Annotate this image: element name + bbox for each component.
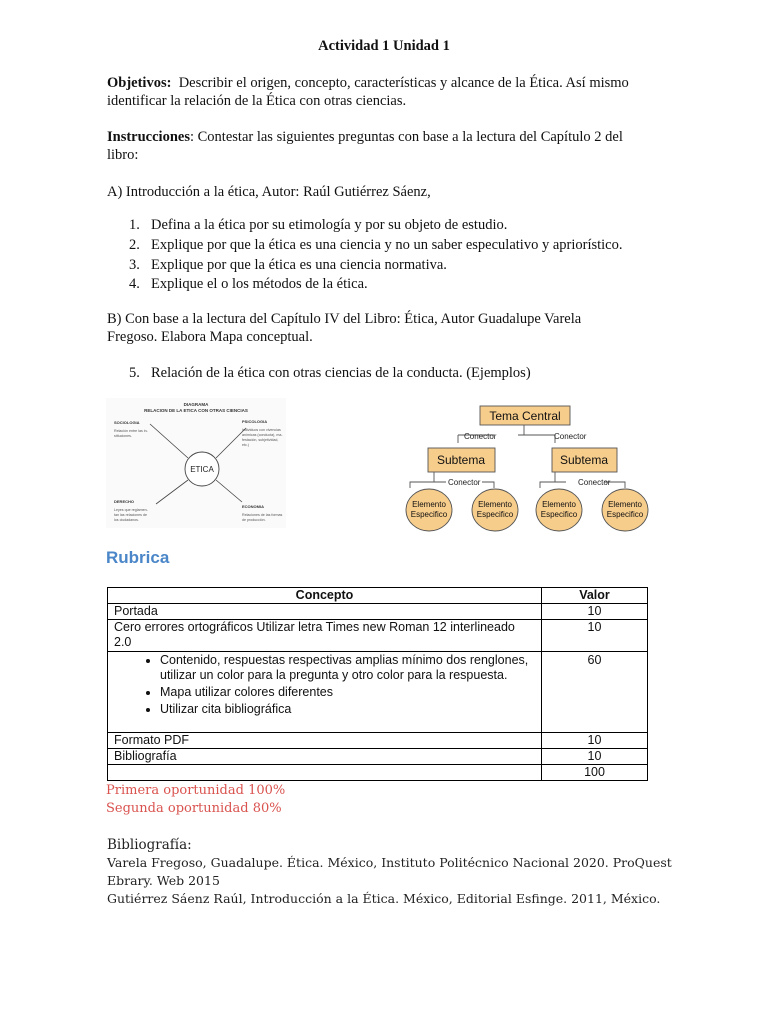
oportunidades (106, 782, 285, 818)
diagram-heading-1: DIAGRAMA (183, 402, 209, 407)
element-node-1 (406, 489, 452, 531)
rubric-table (107, 587, 648, 781)
question-text: Defina a la ética por su etimología y por su objeto de estudio. (151, 217, 508, 233)
rubrica-heading: Rubrica (106, 548, 170, 567)
oportunidad-1: Primera oportunidad 100% (106, 783, 286, 798)
bibliografia-label: Bibliografía: (107, 837, 192, 853)
row-concepto: Formato PDF (108, 733, 542, 749)
sociologia-title: SOCIOLOGIA (114, 420, 140, 425)
question-5 (129, 364, 531, 382)
psicologia-text-1: Individuos con vivencias (242, 428, 281, 432)
question-2 (129, 236, 622, 256)
table-row (108, 749, 648, 765)
row-concepto: Bibliografía (108, 749, 542, 765)
table-row (108, 733, 648, 749)
element-line2: Especifico (606, 510, 644, 519)
row-valor: 10 (542, 749, 648, 765)
objetivos-paragraph (107, 74, 629, 110)
psicologia-text-2: anímicas (conducta), ma- (242, 433, 283, 437)
connector-left-label: Conector (464, 432, 497, 441)
connector-right-label: Conector (554, 432, 587, 441)
row-bullets (108, 652, 542, 733)
row-concepto: Portada (108, 604, 542, 620)
sociologia-text-2: stituciones. (114, 434, 132, 438)
objetivos-line2: identificar la relación de la Ética con otras ciencias. (107, 93, 407, 109)
header-valor: Valor (542, 588, 648, 604)
question-4 (129, 275, 622, 293)
objetivos-label: Objetivos: (107, 75, 172, 91)
table-row-total (108, 765, 648, 781)
bib-ref-1-line2: Ebrary. Web 2015 (107, 873, 220, 888)
question-text: Relación de la ética con otras ciencias de la conducta. (Ejemplos) (151, 365, 531, 381)
psicologia-text-4: etc.) (242, 443, 249, 447)
economia-text-1: Relaciones de las formas (242, 513, 283, 517)
element-node-3 (536, 489, 582, 531)
connector-mid-left-label: Conector (448, 478, 481, 487)
row-valor: 10 (542, 620, 648, 652)
bib-ref-2: Gutiérrez Sáenz Raúl, Introducción a la Ética. México, Editorial Esfinge. 2011, México. (107, 891, 661, 906)
element-line1: Elemento (542, 500, 576, 509)
derecho-text-2: tan las relaciones de (114, 513, 147, 517)
subtopic-right-label: Subtema (559, 453, 609, 467)
question-number: 3. (129, 257, 140, 273)
row-concepto: Cero errores ortográficos Utilizar letra Times new Roman 12 interlineado 2.0 (108, 620, 542, 652)
row-valor-total: 100 (542, 765, 648, 781)
table-row (108, 652, 648, 733)
row-valor: 60 (542, 652, 648, 733)
objetivos-line1: Describir el origen, concepto, características y alcance de la Ética. Así mismo (178, 75, 629, 91)
question-text: Explique por que la ética es una ciencia normativa. (151, 257, 447, 273)
derecho-text-1: Leyes que reglamen- (114, 508, 148, 512)
row-valor: 10 (542, 733, 648, 749)
sociologia-text-1: Relación entre las in- (114, 429, 148, 433)
header-concepto: Concepto (108, 588, 542, 604)
section-b-heading (107, 310, 581, 346)
element-line1: Elemento (478, 500, 512, 509)
derecho-text-3: los ciudadanos. (114, 518, 139, 522)
bullet-item: • Contenido, respuestas respectivas amplias mínimo dos renglones, utilizar un color para la pregunta y otro color para la respuesta. (160, 653, 535, 683)
question-text: Explique el o los métodos de la ética. (151, 276, 368, 292)
psicologia-title: PSICOLOGIA (242, 419, 268, 424)
instrucciones-paragraph (107, 128, 623, 164)
element-line1: Elemento (608, 500, 642, 509)
diagram-heading-2: RELACION DE LA ETICA CON OTRAS CIENCIAS (144, 408, 248, 413)
connector-mid-right-label: Conector (578, 478, 611, 487)
element-line2: Especifico (410, 510, 448, 519)
bullet-list (114, 653, 535, 717)
element-line1: Elemento (412, 500, 446, 509)
question-number: 4. (129, 276, 140, 292)
row-concepto (108, 765, 542, 781)
question-3 (129, 256, 622, 275)
element-line2: Especifico (540, 510, 578, 519)
bib-ref-1-line1: Varela Fregoso, Guadalupe. Ética. México, Instituto Politécnico Nacional 2020. ProQuest (107, 855, 672, 870)
page-title: Actividad 1 Unidad 1 (318, 38, 450, 54)
question-number: 5. (129, 365, 140, 381)
table-header-row (108, 588, 648, 604)
table-row (108, 620, 648, 652)
instrucciones-line1: : Contestar las siguientes preguntas con base a la lectura del Capítulo 2 del (189, 129, 623, 145)
row-valor: 10 (542, 604, 648, 620)
subtopic-left-label: Subtema (436, 453, 486, 467)
bullet-item: • Utilizar cita bibliográfica (160, 702, 535, 717)
element-line2: Especifico (476, 510, 514, 519)
section-a-heading: A) Introducción a la ética, Autor: Raúl Gutiérrez Sáenz, (107, 184, 431, 200)
derecho-title: DERECHO (114, 499, 135, 504)
instrucciones-label: Instrucciones (107, 129, 190, 145)
question-1 (129, 216, 622, 236)
concept-map-template (398, 400, 652, 534)
element-node-2 (472, 489, 518, 531)
oportunidad-2: Segunda oportunidad 80% (106, 801, 282, 816)
section-b-line1: B) Con base a la lectura del Capítulo IV del Libro: Ética, Autor Guadalupe Varela (107, 311, 582, 327)
element-node-4 (602, 489, 648, 531)
instrucciones-line2: libro: (107, 147, 139, 163)
question-text: Explique por que la ética es una ciencia y no un saber especulativo y apriorístico. (151, 237, 623, 253)
section-b-line2: Fregoso. Elabora Mapa conceptual. (107, 329, 313, 345)
question-number: 1. (129, 217, 140, 233)
central-topic-label: Tema Central (489, 409, 561, 423)
economia-title: ECONOMIA (242, 504, 264, 509)
questions-a-list (129, 216, 622, 293)
economia-text-2: de producción. (242, 518, 266, 522)
table-row (108, 604, 648, 620)
etica-label: ETICA (190, 465, 214, 474)
bibliografia (107, 836, 707, 908)
bullet-item: • Mapa utilizar colores diferentes (160, 685, 535, 700)
psicologia-text-3: festación, subjetividad, (242, 438, 279, 442)
ethics-relation-diagram (106, 398, 286, 528)
question-number: 2. (129, 237, 140, 253)
